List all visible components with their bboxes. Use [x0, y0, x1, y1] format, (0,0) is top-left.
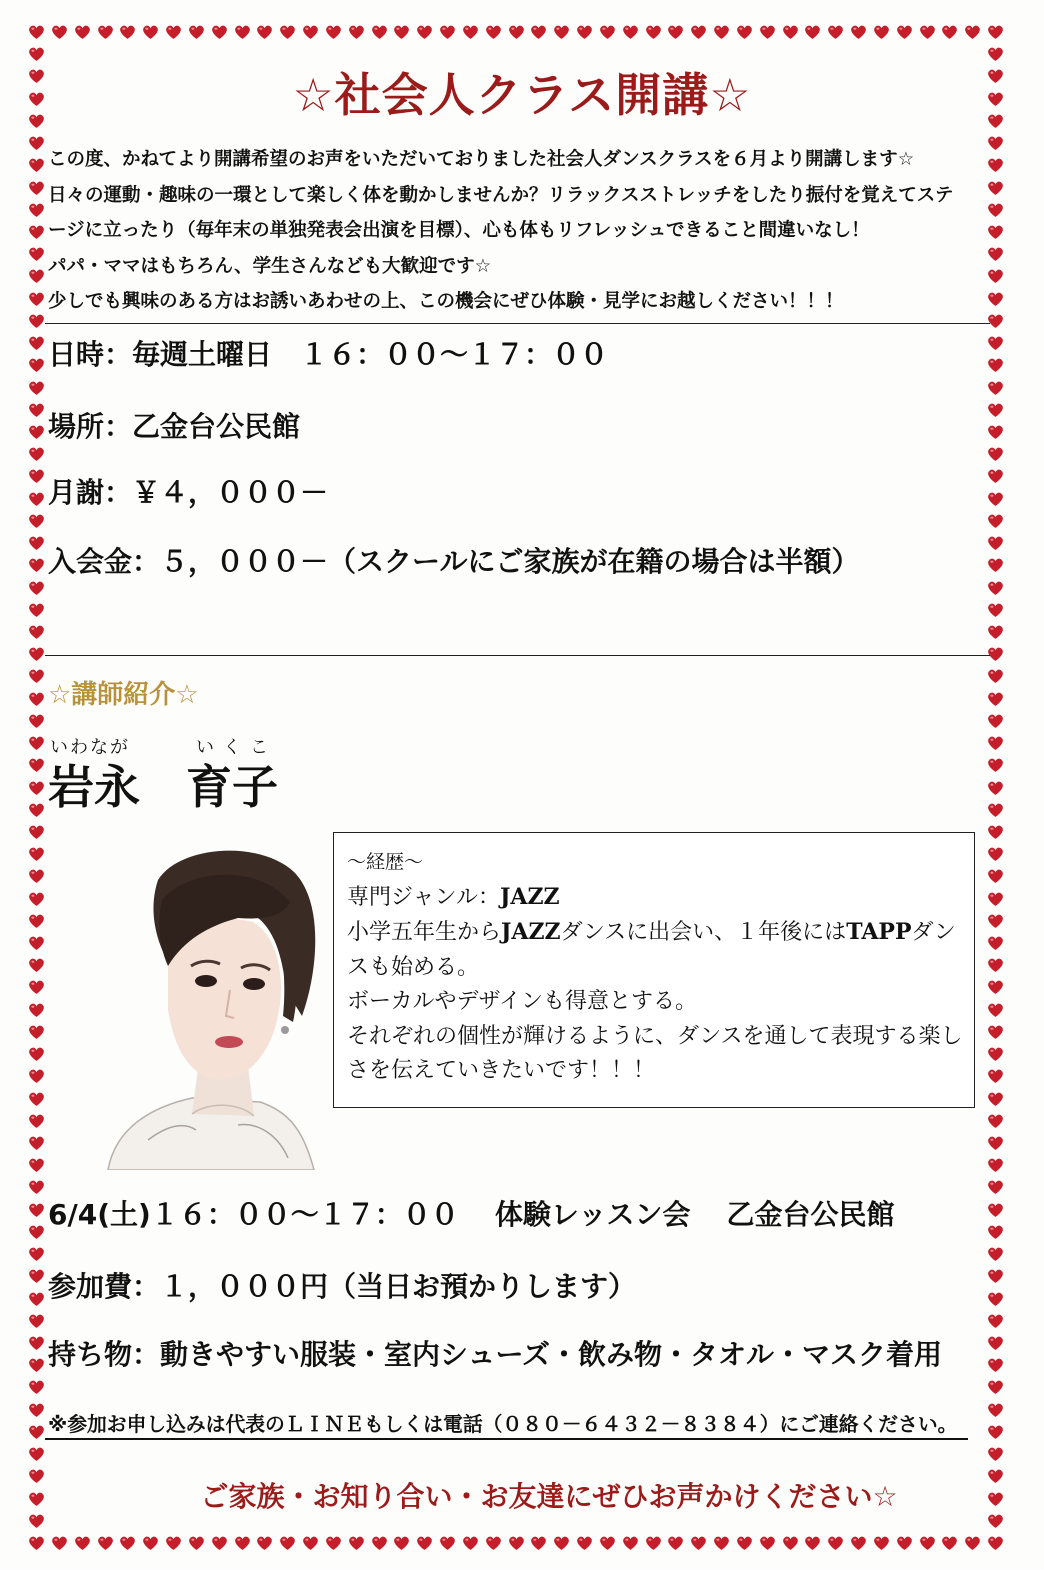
heart-icon: [987, 1446, 1004, 1462]
heart-icon: [28, 313, 45, 329]
heart-icon: [964, 24, 981, 40]
heart-icon: [325, 24, 342, 40]
heart-icon: [28, 1046, 45, 1062]
heart-icon: [759, 1535, 776, 1551]
heart-icon: [28, 1157, 45, 1173]
heart-icon: [325, 1535, 342, 1551]
heart-icon: [439, 24, 456, 40]
heart-icon: [28, 757, 45, 773]
heart-icon: [736, 1535, 753, 1551]
heart-icon: [987, 935, 1004, 951]
belongings-label: 持ち物：: [48, 1338, 161, 1371]
heart-icon: [645, 24, 662, 40]
divider: [45, 323, 990, 324]
heart-icon: [987, 735, 1004, 751]
heart-icon: [987, 1291, 1004, 1307]
heart-icon: [713, 1535, 730, 1551]
heart-icon: [28, 1379, 45, 1395]
heart-icon: [119, 1535, 136, 1551]
heart-icon: [987, 424, 1004, 440]
heart-icon: [987, 1424, 1004, 1440]
heart-icon: [987, 957, 1004, 973]
heart-icon: [987, 979, 1004, 995]
heart-icon: [97, 1535, 114, 1551]
heart-icon: [28, 557, 45, 573]
heart-icon: [576, 1535, 593, 1551]
genre-label: 専門ジャンル：: [347, 884, 501, 910]
heart-icon: [28, 1135, 45, 1151]
heart-icon: [987, 1179, 1004, 1195]
heart-icon: [28, 1091, 45, 1107]
heart-icon: [713, 24, 730, 40]
heart-icon: [28, 468, 45, 484]
heart-icon: [987, 24, 1004, 40]
genre-value: JAZZ: [500, 883, 560, 910]
heart-icon: [28, 268, 45, 284]
heart-icon: [462, 24, 479, 40]
heart-icon: [987, 157, 1004, 173]
heart-icon: [28, 668, 45, 684]
name-given: 育子: [186, 760, 278, 814]
heart-icon: [599, 1535, 616, 1551]
heart-icon: [28, 246, 45, 262]
heart-icon: [850, 24, 867, 40]
heart-icon: [28, 846, 45, 862]
heart-icon: [28, 1179, 45, 1195]
heart-icon: [987, 557, 1004, 573]
heart-icon: [553, 1535, 570, 1551]
heart-icon: [987, 1002, 1004, 1018]
heart-icon: [28, 535, 45, 551]
heart-icon: [690, 24, 707, 40]
divider: [45, 655, 990, 656]
heart-icon: [211, 1535, 228, 1551]
heart-icon: [987, 357, 1004, 373]
heart-icon: [896, 24, 913, 40]
heart-icon: [416, 24, 433, 40]
heart-icon: [188, 1535, 205, 1551]
heart-icon: [987, 468, 1004, 484]
heart-icon: [348, 24, 365, 40]
heart-icon: [485, 1535, 502, 1551]
heart-icon: [987, 913, 1004, 929]
heart-icon: [987, 1313, 1004, 1329]
heart-icon: [28, 935, 45, 951]
heart-icon: [28, 1513, 45, 1529]
career-box: [333, 832, 975, 1108]
heart-icon: [28, 424, 45, 440]
heart-icon: [987, 135, 1004, 151]
heart-icon: [28, 1357, 45, 1373]
heart-icon: [28, 802, 45, 818]
heart-icon: [599, 24, 616, 40]
career-text: JAZZ: [501, 919, 561, 945]
portrait-image: [88, 840, 318, 1170]
heart-icon: [28, 1402, 45, 1418]
career-heading: ～経歴～: [347, 851, 424, 873]
heart-icon: [576, 24, 593, 40]
heart-icon: [51, 1535, 68, 1551]
heart-icon: [28, 1002, 45, 1018]
location-line: [48, 409, 300, 445]
heart-icon: [28, 224, 45, 240]
heart-icon: [28, 180, 45, 196]
intro-line: ージに立ったり（毎年末の単独発表会出演を目標）、心も体もリフレッシュできること間違いなし！: [48, 220, 870, 241]
heart-icon: [987, 246, 1004, 262]
heart-icon: [987, 1157, 1004, 1173]
intro-line: この度、かねてより開講希望のお声をいただいておりました社会人ダンスクラスを６月より開講します☆: [48, 149, 915, 170]
heart-icon: [987, 891, 1004, 907]
heart-icon: [279, 1535, 296, 1551]
heart-icon: [804, 1535, 821, 1551]
heart-icon: [393, 1535, 410, 1551]
career-line: スも始める。: [347, 954, 480, 980]
heart-icon: [256, 24, 273, 40]
heart-icon: [28, 291, 45, 307]
heart-icon: [530, 24, 547, 40]
career-line: [347, 880, 974, 916]
heart-icon: [28, 913, 45, 929]
heart-icon: [987, 1068, 1004, 1084]
monthly-fee-line: [48, 475, 328, 511]
heart-icon: [987, 291, 1004, 307]
heart-icon: [987, 1357, 1004, 1373]
heart-icon: [28, 580, 45, 596]
heart-icon: [987, 224, 1004, 240]
entrance-fee-label: 入会金：: [48, 545, 161, 578]
heart-icon: [142, 24, 159, 40]
heart-icon: [987, 335, 1004, 351]
heart-icon: [987, 624, 1004, 640]
heart-icon: [256, 1535, 273, 1551]
heart-icon: [645, 1535, 662, 1551]
heart-icon: [508, 1535, 525, 1551]
career-text: TAPP: [846, 919, 912, 945]
belongings-line: [48, 1337, 942, 1373]
heart-icon: [234, 1535, 251, 1551]
heart-icon: [28, 357, 45, 373]
heart-icon: [28, 1291, 45, 1307]
heart-icon: [371, 24, 388, 40]
intro-line: 少しでも興味のある方はお誘いあわせの上、この機会にぜひ体験・見学にお越しください！！！: [48, 291, 844, 312]
heart-icon: [987, 313, 1004, 329]
heart-icon: [804, 24, 821, 40]
heart-icon: [28, 602, 45, 618]
heart-icon: [74, 24, 91, 40]
schedule-line: [48, 337, 608, 373]
heart-icon: [416, 1535, 433, 1551]
heart-icon: [28, 1446, 45, 1462]
heart-icon: [987, 46, 1004, 62]
heart-icon: [119, 24, 136, 40]
heart-icon: [28, 491, 45, 507]
heart-icon: [28, 957, 45, 973]
heart-icon: [987, 1135, 1004, 1151]
flyer-title: ☆社会人クラス開講☆: [292, 68, 752, 122]
contact-note: ※参加お申し込みは代表のＬＩＮＥもしくは電話（０８０－６４３２－８３８４）にご連絡ください。: [48, 1413, 958, 1436]
heart-icon: [987, 1513, 1004, 1529]
heart-icon: [28, 1535, 45, 1551]
heart-icon: [28, 1335, 45, 1351]
heart-icon: [97, 24, 114, 40]
heart-icon: [987, 824, 1004, 840]
heart-icon: [28, 979, 45, 995]
heart-icon: [987, 1202, 1004, 1218]
heart-icon: [28, 891, 45, 907]
heart-icon: [690, 1535, 707, 1551]
heart-icon: [28, 1313, 45, 1329]
heart-icon: [987, 802, 1004, 818]
trial-event: 体験レッスン会: [494, 1198, 691, 1231]
heart-icon: [987, 446, 1004, 462]
heart-icon: [28, 157, 45, 173]
heart-icon: [28, 691, 45, 707]
heart-icon: [987, 1335, 1004, 1351]
heart-icon: [28, 402, 45, 418]
belongings-value: 動きやすい服装・室内シューズ・飲み物・タオル・マスク着用: [160, 1338, 943, 1371]
schedule-label: 日時：: [48, 338, 133, 371]
career-text: 小学五年生から: [347, 920, 502, 945]
heart-icon: [987, 602, 1004, 618]
heart-icon: [987, 668, 1004, 684]
heart-icon: [302, 24, 319, 40]
heart-icon: [667, 1535, 684, 1551]
heart-icon: [348, 1535, 365, 1551]
heart-icon: [28, 1268, 45, 1284]
entrance-fee-value: ５，０００－（スクールにご家族が在籍の場合は半額）: [160, 545, 860, 578]
heart-icon: [987, 180, 1004, 196]
heart-icon: [28, 1424, 45, 1440]
closing-message: ご家族・お知り合い・お友達にぜひお声かけください☆: [200, 1480, 898, 1513]
heart-icon: [987, 846, 1004, 862]
heart-icon: [393, 24, 410, 40]
instructor-name: [48, 760, 278, 814]
heart-icon: [873, 24, 890, 40]
location-value: 乙金台公民館: [132, 410, 301, 443]
heart-icon: [987, 713, 1004, 729]
heart-icon: [28, 46, 45, 62]
heart-icon: [782, 24, 799, 40]
heart-icon: [827, 1535, 844, 1551]
heart-icon: [28, 202, 45, 218]
career-text: ダンスに出会い、１年後には: [560, 920, 847, 945]
heart-icon: [530, 1535, 547, 1551]
heart-icon: [142, 1535, 159, 1551]
heart-icon: [873, 1535, 890, 1551]
heart-icon: [964, 1535, 981, 1551]
heart-icon: [462, 1535, 479, 1551]
name-given-ruby: いくこ: [196, 737, 277, 758]
heart-icon: [211, 24, 228, 40]
heart-icon: [28, 624, 45, 640]
heart-icon: [28, 1202, 45, 1218]
career-line: それぞれの個性が輝けるように、ダンスを通して表現する楽し: [347, 1023, 963, 1049]
heart-icon: [987, 1379, 1004, 1395]
heart-icon: [28, 646, 45, 662]
heart-icon: [28, 1113, 45, 1129]
heart-icon: [28, 513, 45, 529]
intro-paragraph: [48, 142, 953, 320]
heart-icon: [622, 1535, 639, 1551]
career-line: さを伝えていきたいです！！！: [347, 1058, 656, 1083]
location-label: 場所：: [48, 410, 133, 443]
career-line: ボーカルやデザインも得意とする。: [347, 989, 698, 1014]
heart-icon: [28, 1246, 45, 1262]
heart-icon: [622, 24, 639, 40]
heart-icon: [987, 1024, 1004, 1040]
heart-icon: [28, 446, 45, 462]
heart-icon: [987, 780, 1004, 796]
heart-icon: [782, 1535, 799, 1551]
heart-icon: [941, 1535, 958, 1551]
note-underline: [45, 1438, 968, 1440]
heart-icon: [987, 202, 1004, 218]
heart-icon: [987, 1246, 1004, 1262]
heart-icon: [667, 24, 684, 40]
heart-icon: [188, 24, 205, 40]
trial-fee-label: 参加費：: [48, 1270, 161, 1303]
heart-icon: [987, 1535, 1004, 1551]
heart-icon: [28, 135, 45, 151]
schedule-value: 毎週土曜日 １６：００～１７：００: [132, 338, 609, 371]
intro-line: パパ・ママはもちろん、学生さんなども大歓迎です☆: [48, 255, 492, 277]
heart-icon: [74, 1535, 91, 1551]
heart-icon: [28, 380, 45, 396]
heart-icon: [919, 1535, 936, 1551]
heart-icon: [827, 24, 844, 40]
heart-icon: [987, 402, 1004, 418]
heart-icon: [941, 24, 958, 40]
career-line: [347, 915, 974, 951]
heart-icon: [987, 1113, 1004, 1129]
heart-icon: [987, 380, 1004, 396]
name-family-ruby: いわなが: [50, 737, 130, 758]
heart-icon: [896, 1535, 913, 1551]
heart-icon: [28, 1024, 45, 1040]
heart-icon: [987, 1046, 1004, 1062]
heart-icon: [28, 868, 45, 884]
heart-icon: [987, 268, 1004, 284]
heart-icon: [987, 535, 1004, 551]
heart-icon: [28, 1224, 45, 1240]
heart-icon: [28, 713, 45, 729]
heart-icon: [28, 735, 45, 751]
heart-icon: [987, 1091, 1004, 1107]
heart-icon: [987, 513, 1004, 529]
heart-icon: [485, 24, 502, 40]
heart-icon: [850, 1535, 867, 1551]
heart-icon: [987, 491, 1004, 507]
heart-icon: [759, 24, 776, 40]
trial-venue: 乙金台公民館: [726, 1198, 895, 1231]
heart-icon: [919, 24, 936, 40]
heart-icon: [234, 24, 251, 40]
trial-fee-value: １，０００円（当日お預かりします）: [160, 1270, 637, 1303]
heart-icon: [28, 1068, 45, 1084]
heart-icon: [165, 24, 182, 40]
trial-date: 6/4(土): [48, 1198, 151, 1231]
heart-icon: [28, 780, 45, 796]
heart-icon: [987, 580, 1004, 596]
heart-icon: [508, 24, 525, 40]
heart-icon: [165, 1535, 182, 1551]
heart-icon: [28, 24, 45, 40]
instructor-heading: ☆講師紹介☆: [48, 680, 199, 710]
heart-icon: [439, 1535, 456, 1551]
heart-icon: [987, 1224, 1004, 1240]
entrance-fee-line: [48, 544, 859, 580]
name-family: 岩永: [48, 760, 140, 814]
heart-icon: [987, 1268, 1004, 1284]
heart-icon: [51, 24, 68, 40]
heart-icon: [987, 757, 1004, 773]
trial-time: １６：００～１７：００: [150, 1198, 459, 1231]
heart-icon: [279, 24, 296, 40]
career-text: ダン: [911, 920, 956, 945]
heart-icon: [28, 824, 45, 840]
heart-icon: [371, 1535, 388, 1551]
intro-line: 日々の運動・趣味の一環として楽しく体を動かしませんか？リラックスストレッチをしたり振付を覚えてステ: [48, 184, 954, 206]
heart-icon: [302, 1535, 319, 1551]
heart-icon: [28, 335, 45, 351]
monthly-fee-value: ￥４，０００－: [132, 476, 329, 509]
trial-lesson-line: [48, 1197, 895, 1233]
monthly-fee-label: 月謝：: [48, 476, 133, 509]
instructor-photo: [88, 840, 318, 1170]
heart-icon: [987, 691, 1004, 707]
trial-fee-line: [48, 1269, 636, 1305]
heart-icon: [987, 868, 1004, 884]
heart-icon: [987, 1402, 1004, 1418]
heart-icon: [736, 24, 753, 40]
heart-icon: [553, 24, 570, 40]
